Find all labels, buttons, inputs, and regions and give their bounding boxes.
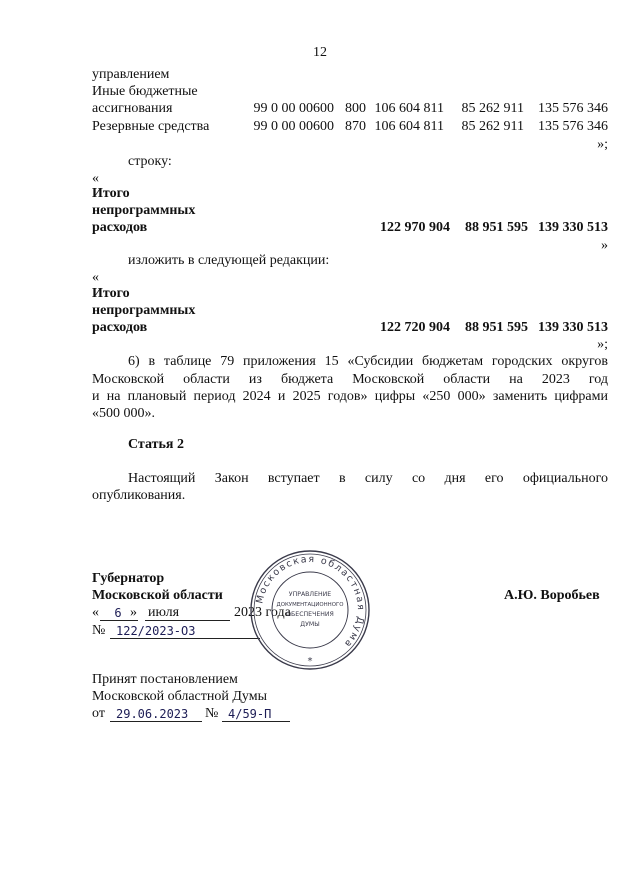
new-label-line1: Итого [92,286,130,301]
adoption-date: 29.06.2023 [116,707,189,721]
row1-label-line2: ассигнования [92,101,173,116]
stamp-line3: ОБЕСПЕЧЕНИЯ [286,611,334,618]
date-close-quote: » [130,605,137,620]
old-label-line2: непрограммных [92,203,196,218]
old-value-2023: 122 970 904 [380,220,450,235]
signature-title-line1: Губернатор [92,571,165,586]
new-label-line3: расходов [92,320,148,335]
new-close-quote: »; [597,337,608,352]
adoption-from-label: от [92,706,105,721]
signature-title-line2: Московской области [92,588,223,603]
instruction-line: строку: [128,154,172,169]
article2-line2: опубликования. [92,488,186,503]
row2-code: 99 0 00 00600 [253,119,334,134]
new-label-line2: непрограммных [92,303,196,318]
official-stamp [248,548,372,672]
date-year: 2023 года [234,605,291,620]
date-month: июля [148,605,180,620]
law-number-label: № [92,623,106,638]
row1-label-line1: Иные бюджетные [92,84,198,99]
new-value-2025: 139 330 513 [538,320,608,335]
stamp-star: * [307,656,313,667]
para6-line2: Московской области из бюджета Московской области на 2023 год [92,372,608,387]
row1-value-2023: 106 604 811 [374,101,444,116]
row2-value-2025: 135 576 346 [538,119,608,134]
closing-quote: »; [597,137,608,152]
page-number: 12 [313,45,327,60]
row2-value-2024: 85 262 911 [461,119,524,134]
stamp-line4: ДУМЫ [300,621,320,628]
old-open-quote: « [92,171,99,186]
signer-name: А.Ю. Воробьев [504,588,600,603]
adoption-number: 4/59-П [228,707,272,721]
row2-label: Резервные средства [92,119,210,134]
adoption-number-label: № [205,706,219,721]
para6-line4: «500 000». [92,406,155,421]
new-value-2024: 88 951 595 [465,320,528,335]
date-open-quote: « [92,605,99,620]
stamp-line2: ДОКУМЕНТАЦИОННОГО [276,602,344,608]
adoption-line1: Принят постановлением [92,672,238,687]
replace-instruction: изложить в следующей редакции: [128,253,330,268]
table-continuation-text: управлением [92,67,170,82]
old-value-2024: 88 951 595 [465,220,528,235]
old-close-quote: » [601,238,608,253]
old-value-2025: 139 330 513 [538,220,608,235]
old-label-line1: Итого [92,186,130,201]
para6-line1: 6) в таблице 79 приложения 15 «Субсидии бюджетам городских округов [128,354,608,369]
row1-code: 99 0 00 00600 [253,101,334,116]
adoption-line2: Московской областной Думы [92,689,267,704]
para6-line3: и на плановый период 2024 и 2025 годов» цифры «250 000» заменить цифрами [92,389,608,404]
date-day: 6 [114,606,122,620]
stamp-ring-text: Московская областная Дума [254,553,367,651]
new-open-quote: « [92,270,99,285]
article2-line1: Настоящий Закон вступает в силу со дня его официального [128,471,608,486]
row1-value-2025: 135 576 346 [538,101,608,116]
new-value-2023: 122 720 904 [380,320,450,335]
row2-vr: 870 [345,119,366,134]
law-number: 122/2023-ОЗ [116,624,196,638]
article2-heading: Статья 2 [128,437,184,452]
stamp-line1: УПРАВЛЕНИЕ [288,591,332,598]
row1-value-2024: 85 262 911 [461,101,524,116]
row1-vr: 800 [345,101,366,116]
old-label-line3: расходов [92,220,148,235]
row2-value-2023: 106 604 811 [374,119,444,134]
